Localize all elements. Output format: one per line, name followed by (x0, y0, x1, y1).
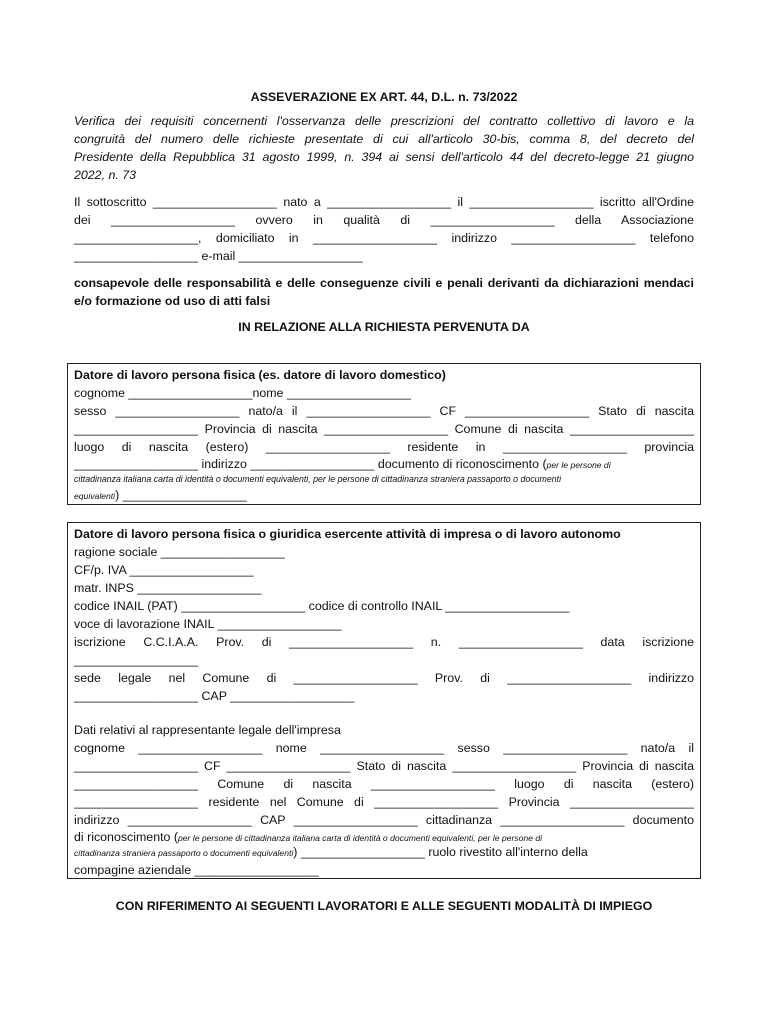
rep-doc-prefix: di riconoscimento ( (74, 830, 178, 844)
awareness-line-1: consapevole delle responsabilità e delle conseguenze civili e penali derivanti da dichiarazioni mendaci (74, 276, 694, 290)
box2-line-3[interactable]: matr. INPS __________________ (74, 581, 262, 595)
box1-doc-note-a: per le persone di (546, 460, 611, 470)
rep-doc-tail[interactable]: ) __________________ ruolo rivestito all'interno della (293, 845, 588, 859)
workers-heading: CON RIFERIMENTO AI SEGUENTI LAVORATORI E ALLE SEGUENTI MODALITÀ DI IMPIEGO (115, 899, 653, 913)
box1-line-3[interactable]: __________________ Provincia di nascita __________________ Comune di nascita __________________ (74, 422, 694, 436)
box1-doc-line[interactable] (74, 486, 694, 505)
box2-line-1[interactable]: ragione sociale __________________ (74, 545, 285, 559)
box2-title: Datore di lavoro persona fisica o giuridica esercente attività di impresa o di lavoro autonomo (74, 527, 621, 541)
relation-heading: IN RELAZIONE ALLA RICHIESTA PERVENUTA DA (238, 320, 530, 334)
box1-doc-note-c: equivalenti (74, 491, 116, 501)
box1-doc-tail[interactable]: ) __________________ (115, 488, 247, 502)
rep-line-3[interactable]: __________________ Comune di nascita __________________ luogo di nascita (estero) (74, 777, 694, 791)
box1-line-2[interactable]: sesso __________________ nato/a il __________________ CF __________________ Stato di nascita (74, 404, 694, 418)
intro-line-3: Presidente della Repubblica 31 agosto 1999, n. 394 ai sensi dell'articolo 44 del decreto-legge 21 giugno (74, 150, 694, 164)
box2-line-7[interactable]: __________________ (74, 653, 199, 667)
rep-doc-note-a: per le persone di cittadinanza italiana carta di identità o documenti equivalenti, per le persone di (177, 833, 543, 843)
declarant-line-3[interactable]: __________________, domiciliato in __________________ indirizzo __________________ telefono (74, 231, 694, 245)
intro-line-4: 2022, n. 73 (74, 168, 137, 182)
box2-line-6[interactable]: iscrizione C.C.I.A.A. Prov. di __________________ n. __________________ data iscrizione (74, 635, 694, 649)
rep-line-5[interactable]: indirizzo __________________ CAP __________________ cittadinanza __________________ documento (74, 813, 694, 827)
legal-rep-heading: Dati relativi al rappresentante legale dell'impresa (74, 723, 341, 737)
declarant-line-4[interactable]: __________________ e-mail __________________ (74, 249, 363, 263)
box1-line-5-text[interactable]: __________________ indirizzo __________________ documento di riconoscimento ( (74, 457, 547, 471)
document-title: ASSEVERAZIONE EX ART. 44, D.L. n. 73/2022 (250, 90, 518, 104)
intro-line-1: Verifica dei requisiti concernenti l'osservanza delle prescrizioni del contratto collettivo di lavoro e la (74, 114, 694, 128)
box2-line-4[interactable]: codice INAIL (PAT) __________________ codice di controllo INAIL __________________ (74, 599, 570, 613)
box1-title: Datore di lavoro persona fisica (es. datore di lavoro domestico) (74, 368, 446, 382)
box1-line-4[interactable]: luogo di nascita (estero) __________________ residente in __________________ provincia (74, 440, 694, 454)
box2-line-8[interactable]: sede legale nel Comune di __________________ Prov. di __________________ indirizzo (74, 671, 694, 685)
rep-doc-line-2[interactable] (74, 843, 694, 862)
box2-line-9[interactable]: __________________ CAP __________________ (74, 689, 355, 703)
rep-doc-note-b: cittadinanza straniera passaporto o documenti equivalenti (74, 848, 294, 858)
awareness-line-2: e/o formazione od uso di atti falsi (74, 294, 271, 308)
box2-line-5[interactable]: voce di lavorazione INAIL __________________ (74, 617, 342, 631)
declarant-line-2[interactable]: dei __________________ ovvero in qualità di __________________ della Associazione (74, 213, 694, 227)
box2-line-2[interactable]: CF/p. IVA __________________ (74, 563, 254, 577)
rep-line-4[interactable]: __________________ residente nel Comune di __________________ Provincia __________________ (74, 795, 694, 809)
rep-line-1[interactable]: cognome __________________ nome __________________ sesso __________________ nato/a il (74, 741, 694, 755)
rep-line-2[interactable]: __________________ CF __________________ Stato di nascita __________________ Provincia di nascita (74, 759, 694, 773)
intro-line-2: congruità del numero delle richieste presentate di cui all'articolo 30-bis, comma 8, del decreto del (74, 132, 694, 146)
box1-doc-note-b: cittadinanza italiana carta di identità o documenti equivalenti, per le persone di cittadinanza straniera passaporto o documenti (74, 474, 562, 484)
box1-line-1[interactable]: cognome __________________nome __________________ (74, 386, 411, 400)
rep-line-last[interactable]: compagine aziendale __________________ (74, 863, 319, 877)
declarant-line-1[interactable]: Il sottoscritto __________________ nato a __________________ il __________________ iscritto all'Ordine (74, 195, 694, 209)
